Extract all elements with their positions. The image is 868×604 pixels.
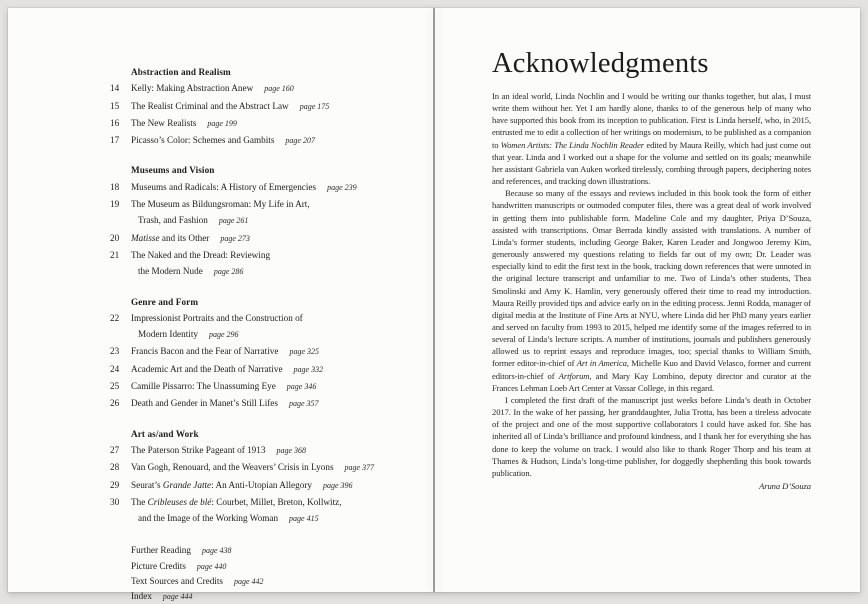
acknowledgments-paragraph bbox=[492, 394, 811, 479]
toc-entry-title bbox=[131, 310, 410, 344]
italic-text: Artforum bbox=[558, 370, 590, 381]
text-run: : Courbet, Millet, Breton, Kollwitz, bbox=[211, 496, 342, 507]
toc-entry bbox=[110, 442, 410, 459]
text-run: In an ideal world, Linda Nochlin and I would be writing our thanks together, but alas, I must write them without her. Yet I am hardly alone, thanks to of the generous help of many who have supported this book from its inception to publication. First is Linda herself, who, in 2015, entrusted me to edit a collection of her writings on modernism, to be published as a companion to bbox=[492, 91, 811, 150]
toc-page-ref: page 396 bbox=[322, 480, 353, 490]
toc-page-ref: page 239 bbox=[327, 182, 357, 192]
backmatter-label: Picture Credits bbox=[131, 560, 186, 571]
toc-page-ref: page 346 bbox=[286, 382, 317, 392]
text-run: Picasso’s Color: Schemes and Gambits bbox=[131, 135, 275, 146]
text-run: and the Image of the Working Woman bbox=[138, 513, 279, 524]
toc-entry-line bbox=[131, 459, 410, 476]
toc-page-ref: page 207 bbox=[285, 136, 315, 146]
toc-entry-title bbox=[131, 247, 410, 281]
toc-page-ref: page 415 bbox=[289, 514, 319, 524]
toc-entry-number: 19 bbox=[110, 199, 120, 210]
toc-entry bbox=[110, 477, 410, 494]
toc-entry-number: 16 bbox=[110, 117, 120, 128]
backmatter-item bbox=[131, 543, 410, 558]
toc-entry-title bbox=[131, 132, 410, 149]
backmatter-label: Further Reading bbox=[131, 545, 191, 556]
text-run: , Michelle Kuo and David Velasco, former and current editors-in-chief of bbox=[492, 358, 811, 381]
toc-entry-title bbox=[131, 378, 410, 395]
backmatter-label: Index bbox=[131, 591, 152, 602]
toc-entry bbox=[110, 378, 410, 395]
toc-entry-title bbox=[131, 80, 410, 97]
backmatter-item bbox=[131, 559, 410, 574]
toc-entry-number: 20 bbox=[110, 232, 120, 243]
toc-entry-line bbox=[131, 442, 410, 459]
toc-section-heading: Art as/and Work bbox=[131, 428, 199, 439]
toc-page-ref: page 368 bbox=[276, 445, 307, 455]
toc-entry-line bbox=[131, 179, 410, 196]
text-run: : An Anti-Utopian Allegory bbox=[211, 479, 312, 490]
toc-entry-number: 30 bbox=[110, 496, 120, 507]
toc-entry bbox=[110, 459, 410, 476]
italic-text: Art in America bbox=[576, 358, 627, 369]
text-run: and its Other bbox=[159, 232, 210, 243]
acknowledgments-page bbox=[435, 8, 860, 592]
toc-page-ref: page 261 bbox=[218, 216, 249, 226]
toc-entry bbox=[110, 494, 410, 528]
italic-text: Grande Jatte bbox=[162, 479, 212, 490]
text-run: , and Mary Kay Lombino, deputy director and curator at the Frances Lehman Loeb Art Center at Vassar College, in this regard. bbox=[492, 370, 811, 393]
backmatter-page-ref: page 442 bbox=[233, 576, 264, 586]
toc-entry-line bbox=[131, 115, 410, 132]
text-run: The Museum as Bildungsroman: My Life in Art, bbox=[131, 199, 310, 210]
text-run: Because so many of the essays and reviews included in this book took the form of either handwritten manuscripts or outmoded computer files, there was a great deal of work involved in getting them into publishable form. Madeline Cole and my daughter, Priya D’Souza, assisted with transcriptions. Omar Berrada kindly assisted with translations. A number of Linda’s former students, including George Baker, Karen Leader and Jongwoo Jeremy Kim, generously answered my questions relating to fields far out of my own; Dr. Leader was especially kind to edit the first text in the book, tracking down references that were unnoted in the original lecture transcript and unfamiliar to me. Two of Linda’s other students, Thea Smolinski and Amy K. Hamlin, very generously offered their time to read my introduction. Maura Reilly provided tips and advice early on in the editing process. Jenni Rodda, manager of digital media at the Institute of Fine Arts at NYU, where Linda did her PhD many years earlier and served on faculty from 1993 to 2015, helped me identify some of the images referred to in several of Linda’s lecture scripts. A number of institutions, journals and publishers generously allowed us to reprint essays and reproduce images, too; special thanks to William Smith, former editor-in-chief of bbox=[492, 188, 811, 369]
toc-entry bbox=[110, 80, 410, 97]
toc-entry-number: 17 bbox=[110, 135, 120, 146]
toc-entry bbox=[110, 247, 410, 281]
text-run: The Paterson Strike Pageant of 1913 bbox=[131, 444, 266, 455]
toc-entry-line bbox=[131, 326, 410, 343]
backmatter-label: Text Sources and Credits bbox=[131, 575, 223, 586]
toc-entry-number: 18 bbox=[110, 181, 120, 192]
toc-entry-line bbox=[131, 80, 410, 97]
toc-entry-title bbox=[131, 196, 410, 230]
text-run: Death and Gender in Manet’s Still Lifes bbox=[131, 398, 278, 409]
toc-entry-line bbox=[131, 212, 410, 229]
toc bbox=[110, 64, 410, 604]
toc-entry bbox=[110, 395, 410, 412]
text-run: Van Gogh, Renouard, and the Weavers’ Crisis in Lyons bbox=[131, 462, 334, 473]
text-run: Camille Pissarro: The Unassuming Eye bbox=[131, 381, 276, 392]
toc-page-ref: page 175 bbox=[299, 101, 330, 111]
toc-entry-line bbox=[131, 477, 410, 494]
page-title: Acknowledgments bbox=[492, 48, 709, 79]
toc-entry-title bbox=[131, 179, 410, 196]
backmatter-page-ref: page 440 bbox=[196, 561, 227, 571]
toc-entry-line bbox=[131, 196, 410, 212]
text-run: edited by Maura Reilly, which had just come out that year. Linda and I worked out a shape for the volume and settled on its goals; meanwhile her assistant Gabriela van Auken worked tirelessly, combing through papers, deciphering notes and references, and tracking down illustrations. bbox=[492, 139, 811, 187]
toc-entry-line bbox=[131, 361, 410, 378]
toc-entry bbox=[110, 343, 410, 360]
toc-entry-number: 22 bbox=[110, 312, 120, 323]
text-run: Modern Identity bbox=[138, 329, 198, 340]
text-run: The Naked and the Dread: Reviewing bbox=[131, 249, 271, 260]
toc-entry-number: 14 bbox=[110, 83, 120, 94]
toc-entry bbox=[110, 179, 410, 196]
signature: Aruna D’Souza bbox=[759, 481, 811, 491]
toc-entry-line bbox=[131, 378, 410, 395]
toc-entry-title bbox=[131, 459, 410, 476]
toc-page-ref: page 357 bbox=[288, 399, 319, 409]
toc-entry-line bbox=[131, 494, 410, 510]
text-run: The Realist Criminal and the Abstract Law bbox=[131, 100, 289, 111]
toc-entry-title bbox=[131, 494, 410, 528]
toc-entry-number: 24 bbox=[110, 363, 120, 374]
toc-entry-line bbox=[131, 395, 410, 412]
toc-entry-line bbox=[131, 98, 410, 115]
toc-entry-title bbox=[131, 98, 410, 115]
toc-entry-number: 21 bbox=[110, 249, 120, 260]
toc-entry-title bbox=[131, 442, 410, 459]
toc-entry bbox=[110, 310, 410, 344]
toc-entry-title bbox=[131, 115, 410, 132]
toc-entry bbox=[110, 196, 410, 230]
toc-entry-title bbox=[131, 395, 410, 412]
toc-page-ref: page 199 bbox=[207, 118, 237, 128]
book-spread bbox=[8, 8, 860, 602]
toc-entry-number: 25 bbox=[110, 381, 120, 392]
toc-page-ref: page 160 bbox=[264, 84, 294, 94]
toc-entry-line bbox=[131, 230, 410, 247]
backmatter-item bbox=[131, 574, 410, 589]
toc-section-heading: Genre and Form bbox=[131, 296, 199, 307]
toc-page-ref: page 325 bbox=[289, 347, 320, 357]
text-run: The New Realists bbox=[131, 117, 197, 128]
toc-entry-line bbox=[131, 263, 410, 280]
toc-entry-line bbox=[131, 510, 410, 527]
text-run: Seurat’s bbox=[131, 479, 163, 490]
text-run: Trash, and Fashion bbox=[138, 215, 208, 226]
toc-entry-line bbox=[131, 343, 410, 360]
toc-page-ref: page 296 bbox=[208, 330, 239, 340]
text-run: Kelly: Making Abstraction Anew bbox=[131, 83, 254, 94]
toc-page-ref: page 286 bbox=[213, 267, 244, 277]
text-run: Impressionist Portraits and the Construction of bbox=[131, 312, 303, 323]
toc-entry-line bbox=[131, 132, 410, 149]
backmatter-item bbox=[131, 589, 410, 604]
text-run: Academic Art and the Death of Narrative bbox=[131, 363, 283, 374]
toc-entry-title bbox=[131, 477, 410, 494]
toc-entry bbox=[110, 98, 410, 115]
toc-entry bbox=[110, 361, 410, 378]
italic-text: Matisse bbox=[131, 232, 160, 243]
toc-entry-line bbox=[131, 247, 410, 263]
toc-entry-number: 15 bbox=[110, 100, 120, 111]
toc-entry-number: 27 bbox=[110, 444, 120, 455]
toc-entry bbox=[110, 230, 410, 247]
text-run: Museums and Radicals: A History of Emergencies bbox=[131, 181, 317, 192]
toc-page-ref: page 273 bbox=[220, 233, 250, 243]
toc-section-heading: Abstraction and Realism bbox=[131, 67, 231, 77]
acknowledgments-body bbox=[492, 90, 811, 492]
acknowledgments-paragraph bbox=[492, 187, 811, 394]
backmatter-page-ref: page 444 bbox=[162, 592, 193, 602]
text-run: Francis Bacon and the Fear of Narrative bbox=[131, 346, 279, 357]
toc-page bbox=[8, 8, 433, 602]
toc-entry bbox=[110, 115, 410, 132]
toc-entry-title bbox=[131, 361, 410, 378]
toc-entry-title bbox=[131, 343, 410, 360]
toc-entry-number: 23 bbox=[110, 346, 120, 357]
italic-text: Cribleuses de blé bbox=[147, 496, 212, 507]
toc-section-heading: Museums and Vision bbox=[131, 165, 215, 176]
text-run: the Modern Nude bbox=[138, 266, 203, 277]
toc-entry bbox=[110, 132, 410, 149]
italic-text: Women Artists: The Linda Nochlin Reader bbox=[500, 139, 645, 150]
toc-entry-line bbox=[131, 310, 410, 326]
toc-entry-title bbox=[131, 230, 410, 247]
toc-entry-number: 28 bbox=[110, 462, 120, 473]
toc-page-ref: page 332 bbox=[293, 364, 324, 374]
toc-entry-number: 29 bbox=[110, 479, 120, 490]
toc-entry-number: 26 bbox=[110, 398, 120, 409]
acknowledgments-paragraph bbox=[492, 90, 811, 187]
backmatter-page-ref: page 438 bbox=[201, 546, 232, 556]
text-run: I completed the first draft of the manuscript just weeks before Linda’s death in October 2017. In the wake of her passing, her granddaughter, Julia Trotta, has been a tireless advocate of the project and one of the most supportive collaborators I could have asked for. She has inherited all of Linda’s brilliance and profound kindness, and I thank her for everything she has done to keep the volume on track. I would also like to thank Roger Thorp and his team at Thames & Hudson, Linda’s long-time publisher, for doggedly shepherding this book towards publication. bbox=[492, 394, 811, 478]
toc-backmatter bbox=[131, 543, 410, 604]
text-run: The bbox=[131, 496, 148, 507]
toc-page-ref: page 377 bbox=[344, 463, 375, 473]
